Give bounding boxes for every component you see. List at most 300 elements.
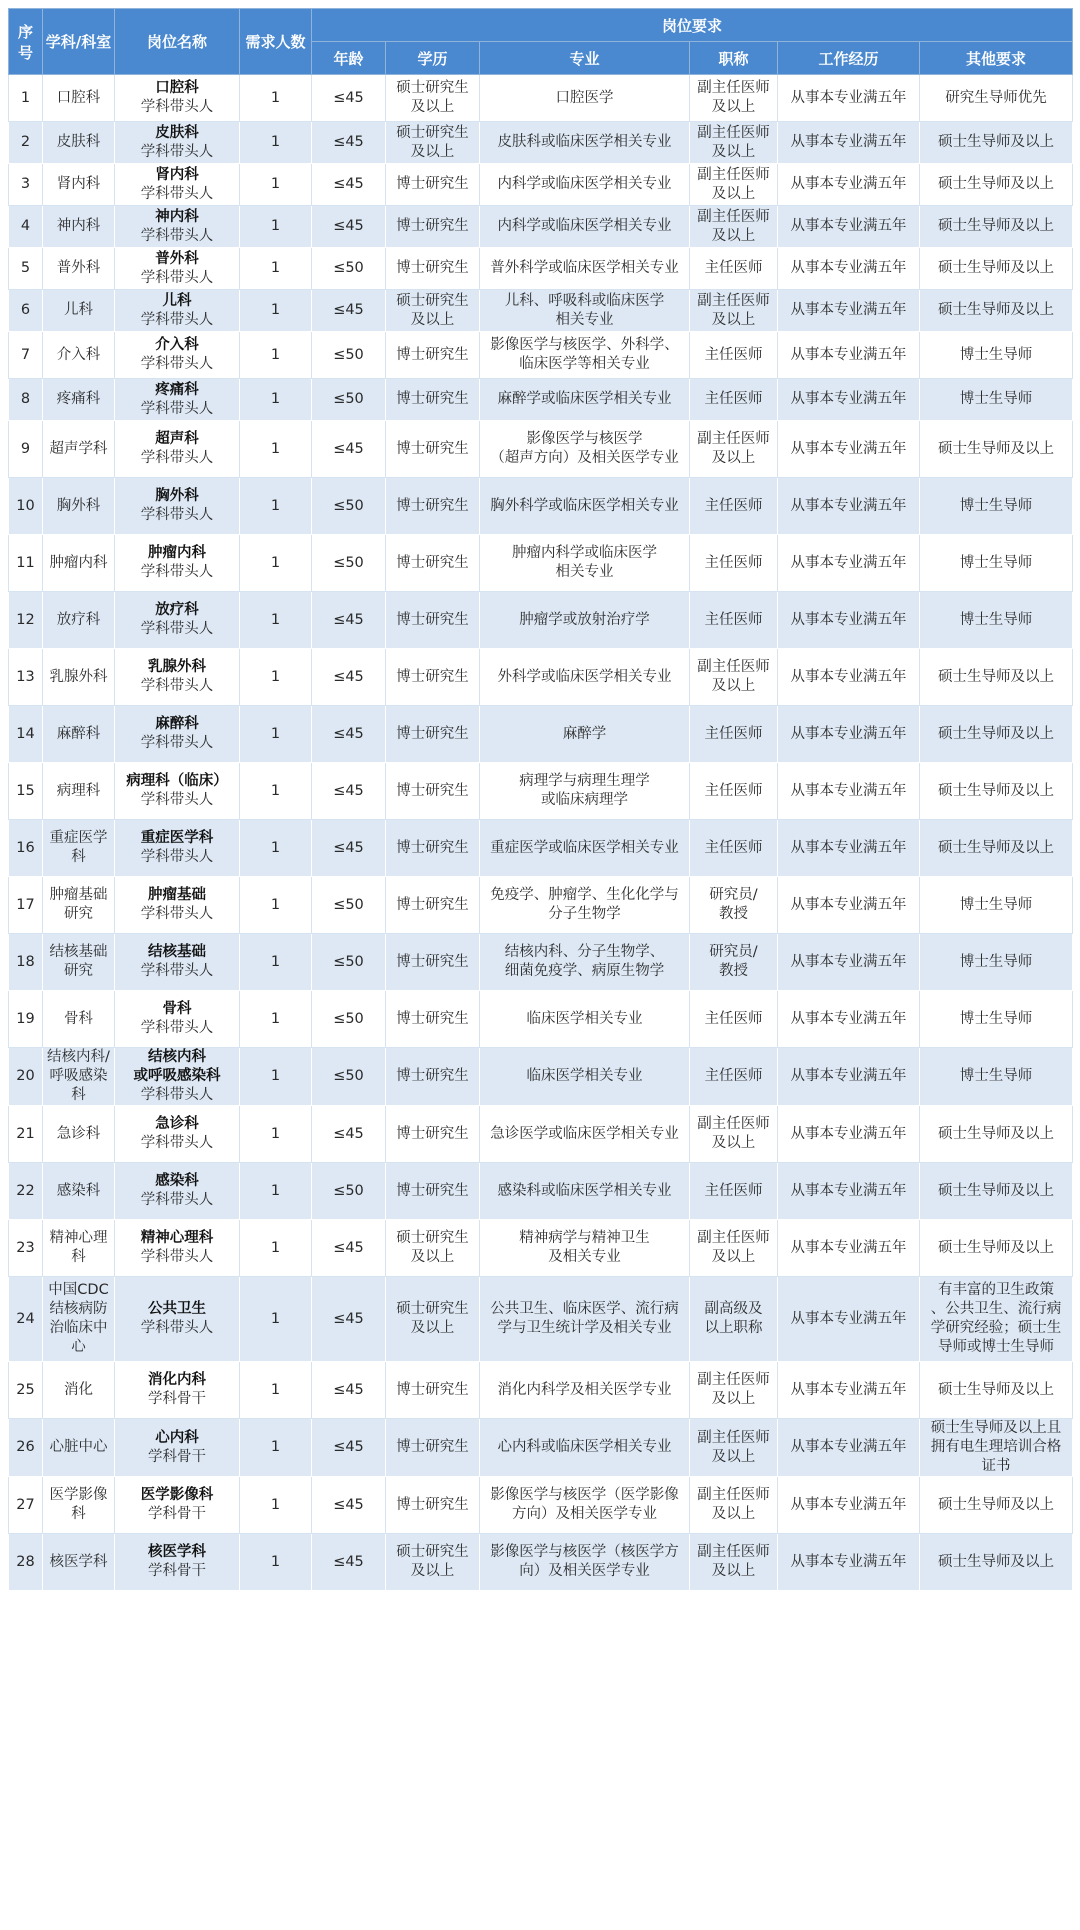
cell-major: 影像医学与核医学、外科学、 临床医学等相关专业 bbox=[480, 332, 690, 379]
cell-age: ≤45 bbox=[312, 1362, 386, 1419]
cell-age: ≤45 bbox=[312, 649, 386, 706]
position-role: 学科带头人 bbox=[140, 1192, 214, 1208]
cell-position bbox=[115, 763, 240, 820]
cell-education: 博士研究生 bbox=[386, 535, 480, 592]
position-name: 消化内科 bbox=[148, 1372, 206, 1388]
cell-seq: 11 bbox=[9, 535, 43, 592]
cell-position bbox=[115, 75, 240, 122]
position-role: 学科骨干 bbox=[148, 1506, 206, 1522]
cell-education: 博士研究生 bbox=[386, 991, 480, 1048]
cell-seq: 19 bbox=[9, 991, 43, 1048]
cell-seq: 6 bbox=[9, 290, 43, 332]
header-age: 年龄 bbox=[312, 42, 386, 75]
cell-experience: 从事本专业满五年 bbox=[778, 535, 920, 592]
cell-dept: 儿科 bbox=[43, 290, 115, 332]
cell-seq: 12 bbox=[9, 592, 43, 649]
cell-position bbox=[115, 1534, 240, 1591]
position-role: 学科带头人 bbox=[140, 792, 214, 808]
table-row bbox=[9, 592, 1073, 649]
cell-education: 博士研究生 bbox=[386, 164, 480, 206]
header-seq: 序号 bbox=[9, 9, 43, 75]
cell-seq: 2 bbox=[9, 122, 43, 164]
cell-position bbox=[115, 1477, 240, 1534]
cell-dept: 精神心理 科 bbox=[43, 1220, 115, 1277]
cell-age: ≤45 bbox=[312, 820, 386, 877]
cell-age: ≤50 bbox=[312, 991, 386, 1048]
table-row bbox=[9, 1419, 1073, 1477]
cell-experience: 从事本专业满五年 bbox=[778, 877, 920, 934]
cell-other: 硕士生导师及以上 bbox=[920, 248, 1073, 290]
cell-age: ≤45 bbox=[312, 290, 386, 332]
cell-dept: 急诊科 bbox=[43, 1106, 115, 1163]
position-name: 公共卫生 bbox=[148, 1301, 206, 1317]
position-name: 骨科 bbox=[162, 1001, 192, 1017]
table-row bbox=[9, 1534, 1073, 1591]
position-role: 学科带头人 bbox=[140, 1087, 214, 1103]
cell-title: 副主任医师 及以上 bbox=[690, 1534, 778, 1591]
cell-major: 重症医学或临床医学相关专业 bbox=[480, 820, 690, 877]
cell-education: 硕士研究生 及以上 bbox=[386, 1534, 480, 1591]
cell-experience: 从事本专业满五年 bbox=[778, 332, 920, 379]
position-name: 胸外科 bbox=[155, 488, 199, 504]
cell-major: 肿瘤内科学或临床医学 相关专业 bbox=[480, 535, 690, 592]
cell-position bbox=[115, 1106, 240, 1163]
table-row bbox=[9, 478, 1073, 535]
cell-education: 博士研究生 bbox=[386, 649, 480, 706]
cell-seq: 26 bbox=[9, 1419, 43, 1477]
header-title: 职称 bbox=[690, 42, 778, 75]
cell-count: 1 bbox=[240, 1419, 312, 1477]
cell-experience: 从事本专业满五年 bbox=[778, 421, 920, 478]
cell-education: 博士研究生 bbox=[386, 1419, 480, 1477]
cell-position bbox=[115, 1362, 240, 1419]
cell-seq: 1 bbox=[9, 75, 43, 122]
cell-dept: 疼痛科 bbox=[43, 379, 115, 421]
cell-position bbox=[115, 1419, 240, 1477]
cell-major: 感染科或临床医学相关专业 bbox=[480, 1163, 690, 1220]
position-name: 超声科 bbox=[155, 431, 199, 447]
cell-seq: 28 bbox=[9, 1534, 43, 1591]
cell-count: 1 bbox=[240, 1048, 312, 1106]
table-row bbox=[9, 1163, 1073, 1220]
table-row bbox=[9, 248, 1073, 290]
cell-dept: 口腔科 bbox=[43, 75, 115, 122]
cell-position bbox=[115, 535, 240, 592]
position-name: 感染科 bbox=[155, 1173, 199, 1189]
cell-age: ≤45 bbox=[312, 1534, 386, 1591]
cell-education: 博士研究生 bbox=[386, 478, 480, 535]
cell-dept: 神内科 bbox=[43, 206, 115, 248]
cell-count: 1 bbox=[240, 1534, 312, 1591]
cell-dept: 麻醉科 bbox=[43, 706, 115, 763]
cell-count: 1 bbox=[240, 122, 312, 164]
cell-other: 硕士生导师及以上 bbox=[920, 122, 1073, 164]
cell-seq: 24 bbox=[9, 1277, 43, 1362]
cell-title: 副主任医师 及以上 bbox=[690, 206, 778, 248]
cell-education: 博士研究生 bbox=[386, 421, 480, 478]
cell-experience: 从事本专业满五年 bbox=[778, 1048, 920, 1106]
cell-experience: 从事本专业满五年 bbox=[778, 1277, 920, 1362]
cell-title: 主任医师 bbox=[690, 478, 778, 535]
cell-other: 硕士生导师及以上 bbox=[920, 206, 1073, 248]
cell-dept: 皮肤科 bbox=[43, 122, 115, 164]
cell-education: 硕士研究生 及以上 bbox=[386, 1277, 480, 1362]
cell-education: 博士研究生 bbox=[386, 592, 480, 649]
cell-seq: 17 bbox=[9, 877, 43, 934]
position-role: 学科带头人 bbox=[140, 1020, 214, 1036]
cell-major: 肿瘤学或放射治疗学 bbox=[480, 592, 690, 649]
cell-dept: 胸外科 bbox=[43, 478, 115, 535]
cell-experience: 从事本专业满五年 bbox=[778, 290, 920, 332]
cell-education: 博士研究生 bbox=[386, 1362, 480, 1419]
cell-dept: 普外科 bbox=[43, 248, 115, 290]
cell-other: 硕士生导师及以上且 拥有电生理培训合格 证书 bbox=[920, 1419, 1073, 1477]
position-role: 学科骨干 bbox=[148, 1563, 206, 1579]
position-role: 学科带头人 bbox=[140, 227, 214, 244]
cell-other: 硕士生导师及以上 bbox=[920, 1106, 1073, 1163]
cell-seq: 21 bbox=[9, 1106, 43, 1163]
cell-position bbox=[115, 332, 240, 379]
cell-seq: 3 bbox=[9, 164, 43, 206]
position-name: 普外科 bbox=[155, 250, 199, 267]
position-name: 疼痛科 bbox=[155, 381, 199, 398]
header-experience: 工作经历 bbox=[778, 42, 920, 75]
cell-experience: 从事本专业满五年 bbox=[778, 820, 920, 877]
cell-experience: 从事本专业满五年 bbox=[778, 1163, 920, 1220]
position-name: 放疗科 bbox=[155, 602, 199, 618]
position-role: 学科带头人 bbox=[140, 1249, 214, 1265]
header-major: 专业 bbox=[480, 42, 690, 75]
cell-major: 胸外科学或临床医学相关专业 bbox=[480, 478, 690, 535]
cell-seq: 10 bbox=[9, 478, 43, 535]
position-name: 重症医学科 bbox=[140, 830, 214, 846]
table-row bbox=[9, 164, 1073, 206]
table-row bbox=[9, 122, 1073, 164]
cell-age: ≤45 bbox=[312, 1477, 386, 1534]
cell-title: 主任医师 bbox=[690, 535, 778, 592]
cell-position bbox=[115, 877, 240, 934]
cell-dept: 核医学科 bbox=[43, 1534, 115, 1591]
cell-major: 临床医学相关专业 bbox=[480, 991, 690, 1048]
cell-title: 研究员/ 教授 bbox=[690, 877, 778, 934]
table-row bbox=[9, 535, 1073, 592]
position-role: 学科带头人 bbox=[140, 356, 214, 372]
cell-position bbox=[115, 1277, 240, 1362]
cell-education: 硕士研究生 及以上 bbox=[386, 1220, 480, 1277]
cell-count: 1 bbox=[240, 1163, 312, 1220]
cell-age: ≤45 bbox=[312, 1419, 386, 1477]
cell-other: 博士生导师 bbox=[920, 991, 1073, 1048]
cell-education: 博士研究生 bbox=[386, 1477, 480, 1534]
cell-count: 1 bbox=[240, 164, 312, 206]
cell-title: 副高级及 以上职称 bbox=[690, 1277, 778, 1362]
cell-seq: 4 bbox=[9, 206, 43, 248]
cell-age: ≤45 bbox=[312, 206, 386, 248]
cell-education: 博士研究生 bbox=[386, 206, 480, 248]
position-name: 结核内科 或呼吸感染科 bbox=[133, 1049, 221, 1084]
cell-age: ≤45 bbox=[312, 592, 386, 649]
cell-count: 1 bbox=[240, 478, 312, 535]
cell-dept: 重症医学 科 bbox=[43, 820, 115, 877]
cell-seq: 7 bbox=[9, 332, 43, 379]
position-name: 肿瘤内科 bbox=[148, 545, 206, 561]
cell-title: 副主任医师 及以上 bbox=[690, 421, 778, 478]
cell-major: 普外科学或临床医学相关专业 bbox=[480, 248, 690, 290]
cell-major: 影像医学与核医学 （超声方向）及相关医学专业 bbox=[480, 421, 690, 478]
cell-title: 副主任医师 及以上 bbox=[690, 75, 778, 122]
cell-dept: 病理科 bbox=[43, 763, 115, 820]
cell-seq: 23 bbox=[9, 1220, 43, 1277]
cell-other: 硕士生导师及以上 bbox=[920, 421, 1073, 478]
cell-other: 博士生导师 bbox=[920, 332, 1073, 379]
position-role: 学科带头人 bbox=[140, 963, 214, 979]
cell-major: 消化内科学及相关医学专业 bbox=[480, 1362, 690, 1419]
cell-title: 主任医师 bbox=[690, 1048, 778, 1106]
cell-title: 副主任医师 及以上 bbox=[690, 1106, 778, 1163]
cell-count: 1 bbox=[240, 991, 312, 1048]
recruitment-table bbox=[8, 8, 1073, 1591]
cell-seq: 16 bbox=[9, 820, 43, 877]
cell-count: 1 bbox=[240, 1362, 312, 1419]
position-name: 皮肤科 bbox=[155, 124, 199, 141]
position-name: 口腔科 bbox=[155, 80, 199, 96]
table-row bbox=[9, 1277, 1073, 1362]
position-name: 乳腺外科 bbox=[148, 659, 206, 675]
cell-position bbox=[115, 820, 240, 877]
cell-education: 博士研究生 bbox=[386, 248, 480, 290]
cell-education: 硕士研究生 及以上 bbox=[386, 290, 480, 332]
header-education: 学历 bbox=[386, 42, 480, 75]
table-row bbox=[9, 706, 1073, 763]
cell-dept: 感染科 bbox=[43, 1163, 115, 1220]
cell-major: 急诊医学或临床医学相关专业 bbox=[480, 1106, 690, 1163]
cell-other: 硕士生导师及以上 bbox=[920, 1163, 1073, 1220]
cell-major: 内科学或临床医学相关专业 bbox=[480, 164, 690, 206]
position-name: 肾内科 bbox=[155, 166, 199, 183]
cell-position bbox=[115, 164, 240, 206]
cell-experience: 从事本专业满五年 bbox=[778, 75, 920, 122]
cell-other: 硕士生导师及以上 bbox=[920, 649, 1073, 706]
position-role: 学科带头人 bbox=[140, 507, 214, 523]
table-row bbox=[9, 206, 1073, 248]
cell-education: 博士研究生 bbox=[386, 379, 480, 421]
table-row bbox=[9, 1477, 1073, 1534]
cell-count: 1 bbox=[240, 763, 312, 820]
table-row bbox=[9, 1048, 1073, 1106]
cell-age: ≤45 bbox=[312, 706, 386, 763]
cell-count: 1 bbox=[240, 206, 312, 248]
header-requirements: 岗位要求 bbox=[312, 9, 1073, 42]
cell-position bbox=[115, 649, 240, 706]
table-row bbox=[9, 649, 1073, 706]
cell-experience: 从事本专业满五年 bbox=[778, 1534, 920, 1591]
cell-major: 影像医学与核医学（医学影像 方向）及相关医学专业 bbox=[480, 1477, 690, 1534]
cell-dept: 中国CDC 结核病防 治临床中 心 bbox=[43, 1277, 115, 1362]
cell-experience: 从事本专业满五年 bbox=[778, 122, 920, 164]
cell-title: 副主任医师 及以上 bbox=[690, 122, 778, 164]
cell-education: 硕士研究生 及以上 bbox=[386, 122, 480, 164]
cell-experience: 从事本专业满五年 bbox=[778, 1106, 920, 1163]
position-name: 麻醉科 bbox=[155, 716, 199, 732]
cell-education: 博士研究生 bbox=[386, 1048, 480, 1106]
cell-age: ≤50 bbox=[312, 1048, 386, 1106]
cell-education: 博士研究生 bbox=[386, 332, 480, 379]
cell-education: 博士研究生 bbox=[386, 1163, 480, 1220]
cell-title: 副主任医师 及以上 bbox=[690, 1362, 778, 1419]
cell-other: 硕士生导师及以上 bbox=[920, 1534, 1073, 1591]
cell-experience: 从事本专业满五年 bbox=[778, 934, 920, 991]
cell-position bbox=[115, 934, 240, 991]
cell-seq: 27 bbox=[9, 1477, 43, 1534]
position-role: 学科带头人 bbox=[140, 678, 214, 694]
cell-other: 硕士生导师及以上 bbox=[920, 820, 1073, 877]
cell-position bbox=[115, 290, 240, 332]
cell-title: 副主任医师 及以上 bbox=[690, 164, 778, 206]
cell-major: 公共卫生、临床医学、流行病 学与卫生统计学及相关专业 bbox=[480, 1277, 690, 1362]
cell-count: 1 bbox=[240, 877, 312, 934]
cell-major: 儿科、呼吸科或临床医学 相关专业 bbox=[480, 290, 690, 332]
cell-age: ≤50 bbox=[312, 535, 386, 592]
cell-position bbox=[115, 1163, 240, 1220]
cell-other: 硕士生导师及以上 bbox=[920, 290, 1073, 332]
cell-major: 内科学或临床医学相关专业 bbox=[480, 206, 690, 248]
cell-title: 研究员/ 教授 bbox=[690, 934, 778, 991]
cell-experience: 从事本专业满五年 bbox=[778, 763, 920, 820]
cell-other: 硕士生导师及以上 bbox=[920, 1220, 1073, 1277]
cell-education: 博士研究生 bbox=[386, 706, 480, 763]
cell-major: 临床医学相关专业 bbox=[480, 1048, 690, 1106]
cell-age: ≤45 bbox=[312, 122, 386, 164]
cell-seq: 9 bbox=[9, 421, 43, 478]
cell-position bbox=[115, 206, 240, 248]
cell-seq: 22 bbox=[9, 1163, 43, 1220]
header-dept: 学科/科室 bbox=[43, 9, 115, 75]
cell-title: 副主任医师 及以上 bbox=[690, 1220, 778, 1277]
cell-age: ≤45 bbox=[312, 763, 386, 820]
position-role: 学科带头人 bbox=[140, 99, 214, 115]
cell-other: 博士生导师 bbox=[920, 478, 1073, 535]
cell-title: 主任医师 bbox=[690, 820, 778, 877]
position-role: 学科带头人 bbox=[140, 311, 214, 328]
cell-count: 1 bbox=[240, 706, 312, 763]
cell-dept: 肾内科 bbox=[43, 164, 115, 206]
cell-position bbox=[115, 1220, 240, 1277]
cell-position bbox=[115, 592, 240, 649]
table-body bbox=[9, 75, 1073, 1591]
cell-title: 主任医师 bbox=[690, 379, 778, 421]
cell-experience: 从事本专业满五年 bbox=[778, 379, 920, 421]
cell-dept: 结核内科/ 呼吸感染 科 bbox=[43, 1048, 115, 1106]
cell-education: 博士研究生 bbox=[386, 1106, 480, 1163]
position-role: 学科带头人 bbox=[140, 1320, 214, 1336]
cell-count: 1 bbox=[240, 934, 312, 991]
cell-other: 博士生导师 bbox=[920, 535, 1073, 592]
cell-education: 博士研究生 bbox=[386, 820, 480, 877]
cell-age: ≤50 bbox=[312, 379, 386, 421]
cell-seq: 18 bbox=[9, 934, 43, 991]
cell-seq: 15 bbox=[9, 763, 43, 820]
table-header bbox=[9, 9, 1073, 75]
cell-experience: 从事本专业满五年 bbox=[778, 478, 920, 535]
position-name: 结核基础 bbox=[148, 944, 206, 960]
cell-seq: 25 bbox=[9, 1362, 43, 1419]
position-name: 肿瘤基础 bbox=[148, 887, 206, 903]
position-name: 精神心理科 bbox=[140, 1230, 214, 1246]
cell-experience: 从事本专业满五年 bbox=[778, 164, 920, 206]
cell-age: ≤50 bbox=[312, 248, 386, 290]
cell-age: ≤45 bbox=[312, 75, 386, 122]
cell-experience: 从事本专业满五年 bbox=[778, 206, 920, 248]
cell-other: 硕士生导师及以上 bbox=[920, 164, 1073, 206]
position-role: 学科带头人 bbox=[140, 621, 214, 637]
cell-experience: 从事本专业满五年 bbox=[778, 1362, 920, 1419]
cell-count: 1 bbox=[240, 290, 312, 332]
position-role: 学科带头人 bbox=[140, 735, 214, 751]
cell-position bbox=[115, 248, 240, 290]
table-row bbox=[9, 290, 1073, 332]
cell-major: 麻醉学 bbox=[480, 706, 690, 763]
cell-count: 1 bbox=[240, 1277, 312, 1362]
cell-dept: 超声学科 bbox=[43, 421, 115, 478]
position-name: 心内科 bbox=[155, 1429, 199, 1446]
position-role: 学科带头人 bbox=[140, 400, 214, 417]
cell-other: 博士生导师 bbox=[920, 1048, 1073, 1106]
cell-dept: 骨科 bbox=[43, 991, 115, 1048]
position-name: 儿科 bbox=[162, 292, 192, 309]
cell-dept: 消化 bbox=[43, 1362, 115, 1419]
cell-dept: 医学影像 科 bbox=[43, 1477, 115, 1534]
cell-count: 1 bbox=[240, 1477, 312, 1534]
position-role: 学科带头人 bbox=[140, 906, 214, 922]
table-row bbox=[9, 763, 1073, 820]
cell-dept: 肿瘤基础 研究 bbox=[43, 877, 115, 934]
table-row bbox=[9, 1362, 1073, 1419]
cell-experience: 从事本专业满五年 bbox=[778, 592, 920, 649]
cell-count: 1 bbox=[240, 535, 312, 592]
position-role: 学科带头人 bbox=[140, 564, 214, 580]
cell-position bbox=[115, 421, 240, 478]
cell-seq: 5 bbox=[9, 248, 43, 290]
cell-title: 副主任医师 及以上 bbox=[690, 1419, 778, 1477]
cell-major: 影像医学与核医学（核医学方 向）及相关医学专业 bbox=[480, 1534, 690, 1591]
table-row bbox=[9, 934, 1073, 991]
cell-experience: 从事本专业满五年 bbox=[778, 1419, 920, 1477]
cell-major: 免疫学、肿瘤学、生化化学与 分子生物学 bbox=[480, 877, 690, 934]
cell-count: 1 bbox=[240, 332, 312, 379]
position-name: 介入科 bbox=[155, 337, 199, 353]
cell-position bbox=[115, 122, 240, 164]
position-name: 神内科 bbox=[155, 208, 199, 225]
table-row bbox=[9, 820, 1073, 877]
cell-dept: 肿瘤内科 bbox=[43, 535, 115, 592]
cell-major: 麻醉学或临床医学相关专业 bbox=[480, 379, 690, 421]
cell-title: 主任医师 bbox=[690, 592, 778, 649]
cell-count: 1 bbox=[240, 649, 312, 706]
cell-experience: 从事本专业满五年 bbox=[778, 706, 920, 763]
cell-dept: 放疗科 bbox=[43, 592, 115, 649]
cell-count: 1 bbox=[240, 1220, 312, 1277]
header-count: 需求人数 bbox=[240, 9, 312, 75]
cell-education: 博士研究生 bbox=[386, 934, 480, 991]
cell-age: ≤45 bbox=[312, 421, 386, 478]
cell-count: 1 bbox=[240, 248, 312, 290]
cell-age: ≤50 bbox=[312, 934, 386, 991]
cell-experience: 从事本专业满五年 bbox=[778, 1477, 920, 1534]
position-name: 核医学科 bbox=[148, 1544, 206, 1560]
cell-position bbox=[115, 991, 240, 1048]
cell-dept: 心脏中心 bbox=[43, 1419, 115, 1477]
cell-seq: 13 bbox=[9, 649, 43, 706]
